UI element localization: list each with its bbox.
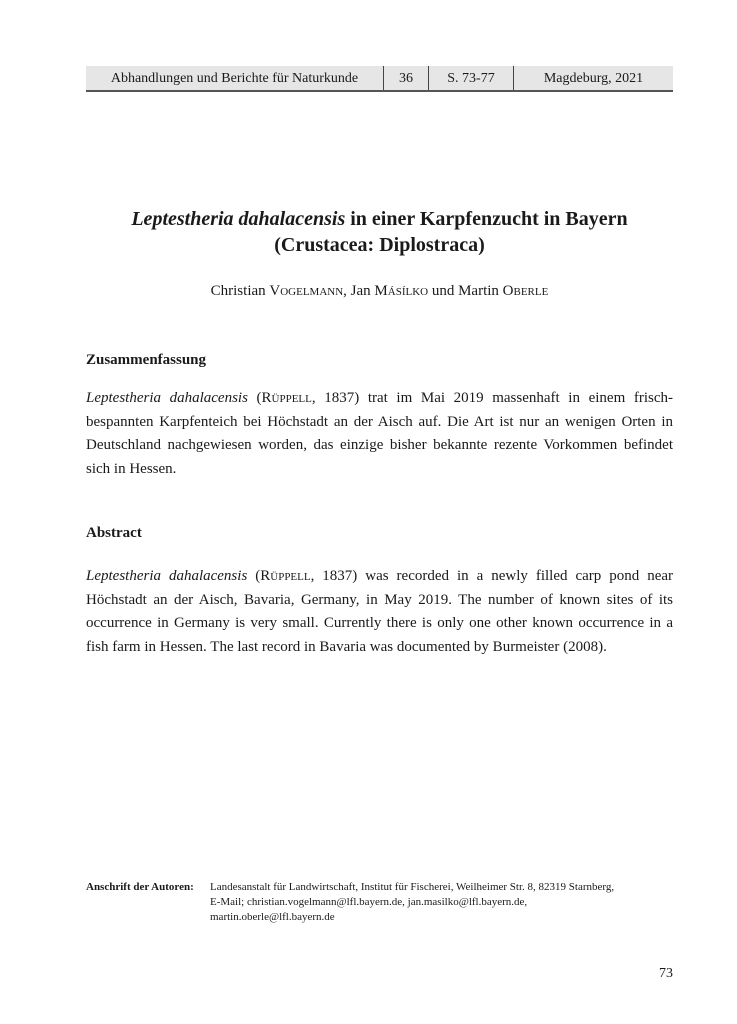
author-list	[86, 283, 673, 300]
species-name: Leptestheria dahalacensis	[86, 390, 248, 406]
journal-header	[86, 66, 673, 92]
author-separator: ,	[343, 283, 351, 299]
paren: (	[247, 390, 262, 406]
author-1-first: Christian	[210, 283, 270, 299]
paren: (	[247, 568, 261, 584]
address-line: martin.oberle@lfl.bayern.de	[210, 911, 335, 923]
zusammenfassung-heading: Zusammenfassung	[86, 352, 207, 368]
abstract-heading: Abstract	[86, 525, 142, 541]
place-year: Magdeburg, 2021	[543, 71, 644, 86]
abstract-text	[86, 565, 673, 659]
author-separator: und	[428, 283, 459, 299]
title-line2: (Crustacea: Diplostraca)	[274, 234, 485, 256]
title-species: Leptestheria dahalacensis	[131, 208, 346, 230]
journal-name: Abhandlungen und Berichte für Naturkunde	[86, 66, 384, 90]
title-rest: in einer Karpfenzucht in Bayern	[345, 208, 628, 230]
article-title	[86, 206, 673, 258]
zusammenfassung-text	[86, 387, 673, 481]
address-label: Anschrift der Autoren:	[86, 881, 194, 893]
address-line: Landesanstalt für Landwirtschaft, Institut für Fischerei, Weilheimer Str. 8, 82319 Starnberg,	[210, 881, 615, 893]
author-address	[86, 880, 676, 925]
species-authority: Rüppell	[260, 568, 311, 584]
address-text	[210, 880, 672, 925]
author-2-last: Másílko	[374, 283, 429, 299]
abstract-body: , 1837) was recorded in a newly filled carp pond near Höchstadt an der Aisch, Bavaria, Germany, in May 2019. The number of known sites of its occurrence in Germany is very small. Currently there is only one other known occurrence in a fish farm in Hessen. The last record in Bavaria was documented by Burmeister (2008).	[86, 568, 673, 655]
species-name: Leptestheria dahalacensis	[86, 568, 248, 584]
address-line: E-Mail; christian.vogelmann@lfl.bayern.de, jan.masilko@lfl.bayern.de,	[210, 896, 528, 908]
page-range: S. 73-77	[429, 66, 514, 90]
page-number: 73	[659, 966, 673, 981]
volume-number: 36	[384, 66, 429, 90]
author-2-first: Jan	[350, 283, 375, 299]
author-3-last: Oberle	[502, 283, 549, 299]
author-3-first: Martin	[458, 283, 503, 299]
author-1-last: Vogelmann	[269, 283, 344, 299]
zusammenfassung-body: , 1837) trat im Mai 2019 massenhaft in einem frisch-bespannten Karpfenteich bei Höchstadt an der Aisch auf. Die Art ist nur an wenigen Orten in Deutschland nachgewiesen worden, das einzige bisher bekannte rezente Vorkommen befindet sich in Hessen.	[86, 390, 673, 477]
species-authority: Rüppell	[261, 390, 312, 406]
